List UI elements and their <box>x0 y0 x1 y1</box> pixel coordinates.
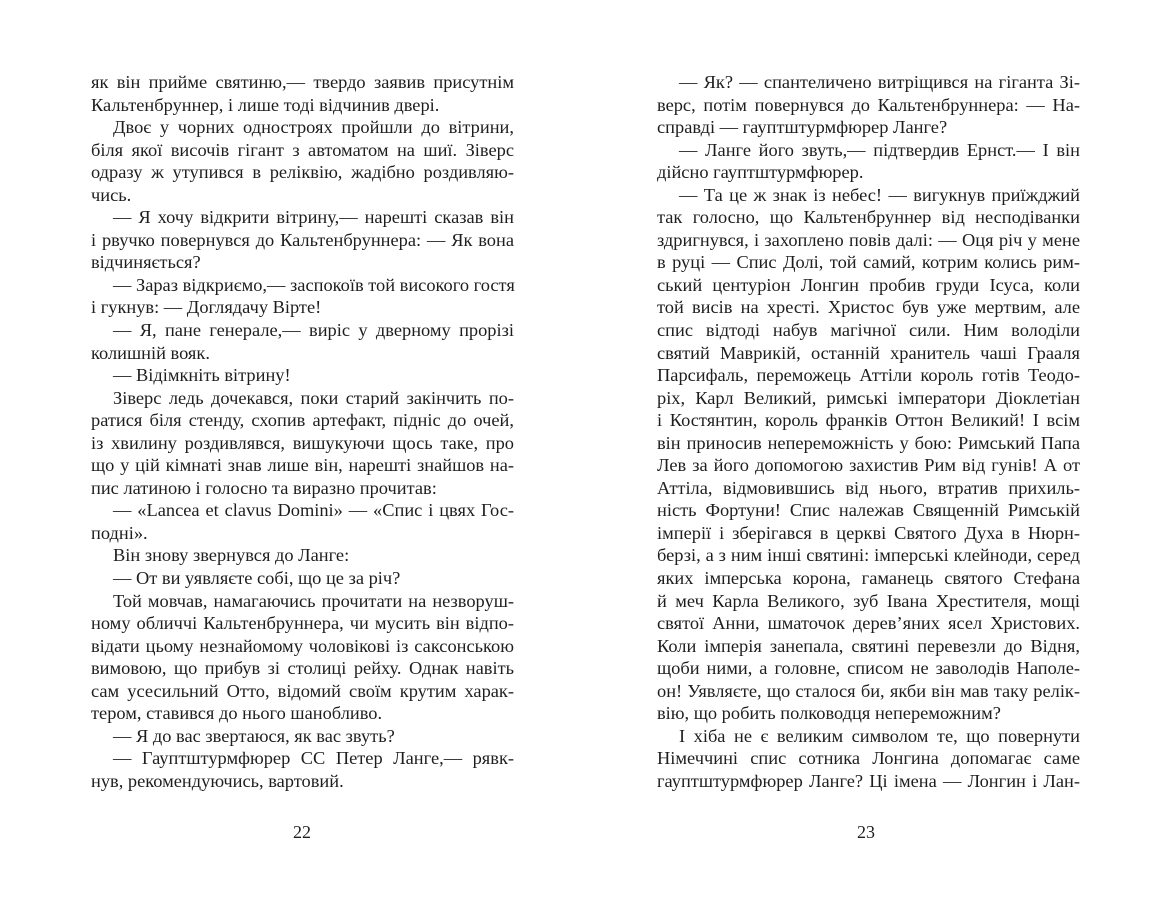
left-page-text <box>91 71 514 793</box>
text-line: — Як? — спантеличено витріщився на гіганта Зі- <box>679 72 1080 92</box>
text-line: ський центуріон Лонгин пробив груди Ісуса, коли <box>657 274 1080 295</box>
text-line: подні». <box>91 522 148 543</box>
text-line: тером, ставився до нього шанобливо. <box>91 703 383 724</box>
text-line: Той мовчав, намагаючись прочитати на незворуш- <box>113 590 514 611</box>
text-line: чись. <box>91 184 132 205</box>
text-line: й меч Карла Великого, зуб Івана Хрестителя, мощі <box>657 590 1080 611</box>
text-line: і рвучко повернувся до Кальтенбруннера: — Як вона <box>91 229 514 250</box>
page-number-left: 22 <box>293 822 311 842</box>
text-line: вію, що робить полководця непереможним? <box>657 703 1001 724</box>
text-line: Він знову звернувся до Ланге: <box>113 545 350 566</box>
text-line: Двоє у чорних одностроях пройшли до вітрини, <box>113 117 514 138</box>
text-line: берзі, а з ним інші святині: імперські клейноди, серед <box>657 545 1080 566</box>
paragraph <box>91 274 514 319</box>
text-line: верс, потім повернувся до Кальтенбруннера: — На- <box>657 94 1080 115</box>
paragraph <box>91 567 514 590</box>
paragraph <box>91 725 514 748</box>
paragraph <box>91 71 514 116</box>
page-number-right: 23 <box>857 822 875 842</box>
text-line: Кальтенбруннер, і лише тоді відчинив двері. <box>91 94 440 115</box>
text-line: що у цій кімнаті знав лише він, нарешті знайшов на- <box>91 455 514 476</box>
paragraph <box>91 116 514 206</box>
text-line: дійсно гауптштурмфюрер. <box>657 162 864 183</box>
text-line: — От ви уявляєте собі, що це за річ? <box>113 568 401 589</box>
text-line: — Зараз відкриємо,— заспокоїв той високого гостя <box>113 274 515 295</box>
text-line: яких імперська корона, гаманець святого Стефана <box>657 568 1080 589</box>
text-line: гауптштурмфюрер Ланге? Ці імена — Лонгин і Лан- <box>657 770 1080 791</box>
text-line: нув, рекомендуючись, вартовий. <box>91 770 344 791</box>
text-line: він приносив непереможність у бою: Римський Папа <box>657 432 1080 453</box>
text-line: і гукнув: — Доглядачу Вірте! <box>91 297 322 318</box>
text-line: в руці — Спис Долі, той самий, котрим колись рим- <box>657 252 1080 273</box>
text-line: — Та це ж знак із небес! — вигукнув приїжджий <box>679 184 1080 205</box>
paragraph <box>91 747 514 792</box>
text-line: біля якої височів гігант з автоматом на шиї. Зіверс <box>91 139 514 160</box>
paragraph <box>91 206 514 274</box>
text-line: Лев за його допомогою захистив Рим від гунів! А от <box>657 455 1080 476</box>
text-line: он! Уявляєте, що сталося би, якби він мав таку релік- <box>657 680 1080 701</box>
text-line: із хвилину роздивлявся, вишукуючи щось таке, про <box>91 432 514 453</box>
paragraph <box>657 139 1080 184</box>
text-line: колишній вояк. <box>91 342 210 363</box>
paragraph <box>657 71 1080 139</box>
text-line: — Я хочу відкрити вітрину,— нарешті сказав він <box>113 207 514 228</box>
text-line: Зіверс ледь дочекався, поки старий закінчить по- <box>113 387 514 408</box>
paragraph <box>91 544 514 567</box>
text-line: як він прийме святиню,— твердо заявив присутнім <box>91 72 514 92</box>
text-line: ріх, Карл Великий, римські імператори Діоклетіан <box>657 387 1080 408</box>
text-line: — Гауптштурмфюрер СС Петер Ланге,— рявк- <box>113 748 514 769</box>
text-line: той висів на хресті. Христос був уже мертвим, але <box>657 297 1080 318</box>
paragraph <box>657 725 1080 793</box>
text-line: пис латиною і голосно та виразно прочитав: <box>91 477 437 498</box>
text-line: імперії і зберігався в церкві Святого Духа в Нюрн- <box>657 522 1080 543</box>
text-line: сам усесильний Отто, відомий своїм крутим харак- <box>91 680 514 701</box>
text-line: так голосно, що Кальтенбруннер від несподіванки <box>657 207 1080 228</box>
text-line: святої Анни, шматочок дерев’яних ясел Христових. <box>657 613 1080 634</box>
text-line: відати цьому незнайомому чоловікові із саксонською <box>91 635 514 656</box>
text-line: Коли імперія занепала, святині перевезли до Відня, <box>657 635 1080 656</box>
text-line: — Я до вас звертаюся, як вас звуть? <box>113 725 395 746</box>
text-line: Аттіла, відмовившись від нього, втратив прихиль- <box>657 477 1080 498</box>
paragraph <box>91 364 514 387</box>
paragraph <box>91 590 514 725</box>
text-line: і Костянтин, король франків Оттон Великий! І всім <box>657 410 1080 431</box>
text-line: святий Маврикій, останній хранитель чаші Грааля <box>657 342 1080 363</box>
text-line: відчиняється? <box>91 252 201 273</box>
text-line: — Я, пане генерале,— виріс у дверному прорізі <box>113 320 514 341</box>
right-page-text <box>657 71 1080 793</box>
text-line: Німеччині спис сотника Лонгина допомагає саме <box>657 748 1080 769</box>
text-line: ному обличчі Кальтенбруннера, чи мусить він відпо- <box>91 613 514 634</box>
text-line: Парсифаль, переможець Аттіли король готів Теодо- <box>657 365 1080 386</box>
text-line: — Відімкніть вітрину! <box>113 365 291 386</box>
text-line: вимовою, що прибув зі столиці рейху. Однак навіть <box>91 658 514 679</box>
paragraph <box>91 319 514 364</box>
text-line: І хіба не є великим символом те, що повернути <box>679 725 1080 746</box>
text-line: — «Lancea et clavus Domini» — «Спис і цвях Гос- <box>113 500 514 521</box>
text-line: ність Фортуни! Спис належав Священній Римській <box>657 500 1080 521</box>
text-line: здригнувся, і захоплено повів далі: — Оця річ у мене <box>657 229 1080 250</box>
paragraph <box>657 184 1080 725</box>
text-line: — Ланге його звуть,— підтвердив Ернст.— І він <box>679 139 1080 160</box>
paragraph <box>91 499 514 544</box>
text-line: одразу ж утупився в реліквію, жадібно роздивляю- <box>91 162 514 183</box>
text-line: спис відтоді набув магічної сили. Ним володіли <box>657 320 1080 341</box>
text-line: щоби ними, а головне, списом не заволодів Наполе- <box>657 658 1080 679</box>
paragraph <box>91 387 514 500</box>
text-line: справді — гауптштурмфюрер Ланге? <box>657 117 948 138</box>
text-line: ратися біля стенду, схопив артефакт, підніс до очей, <box>91 410 514 431</box>
